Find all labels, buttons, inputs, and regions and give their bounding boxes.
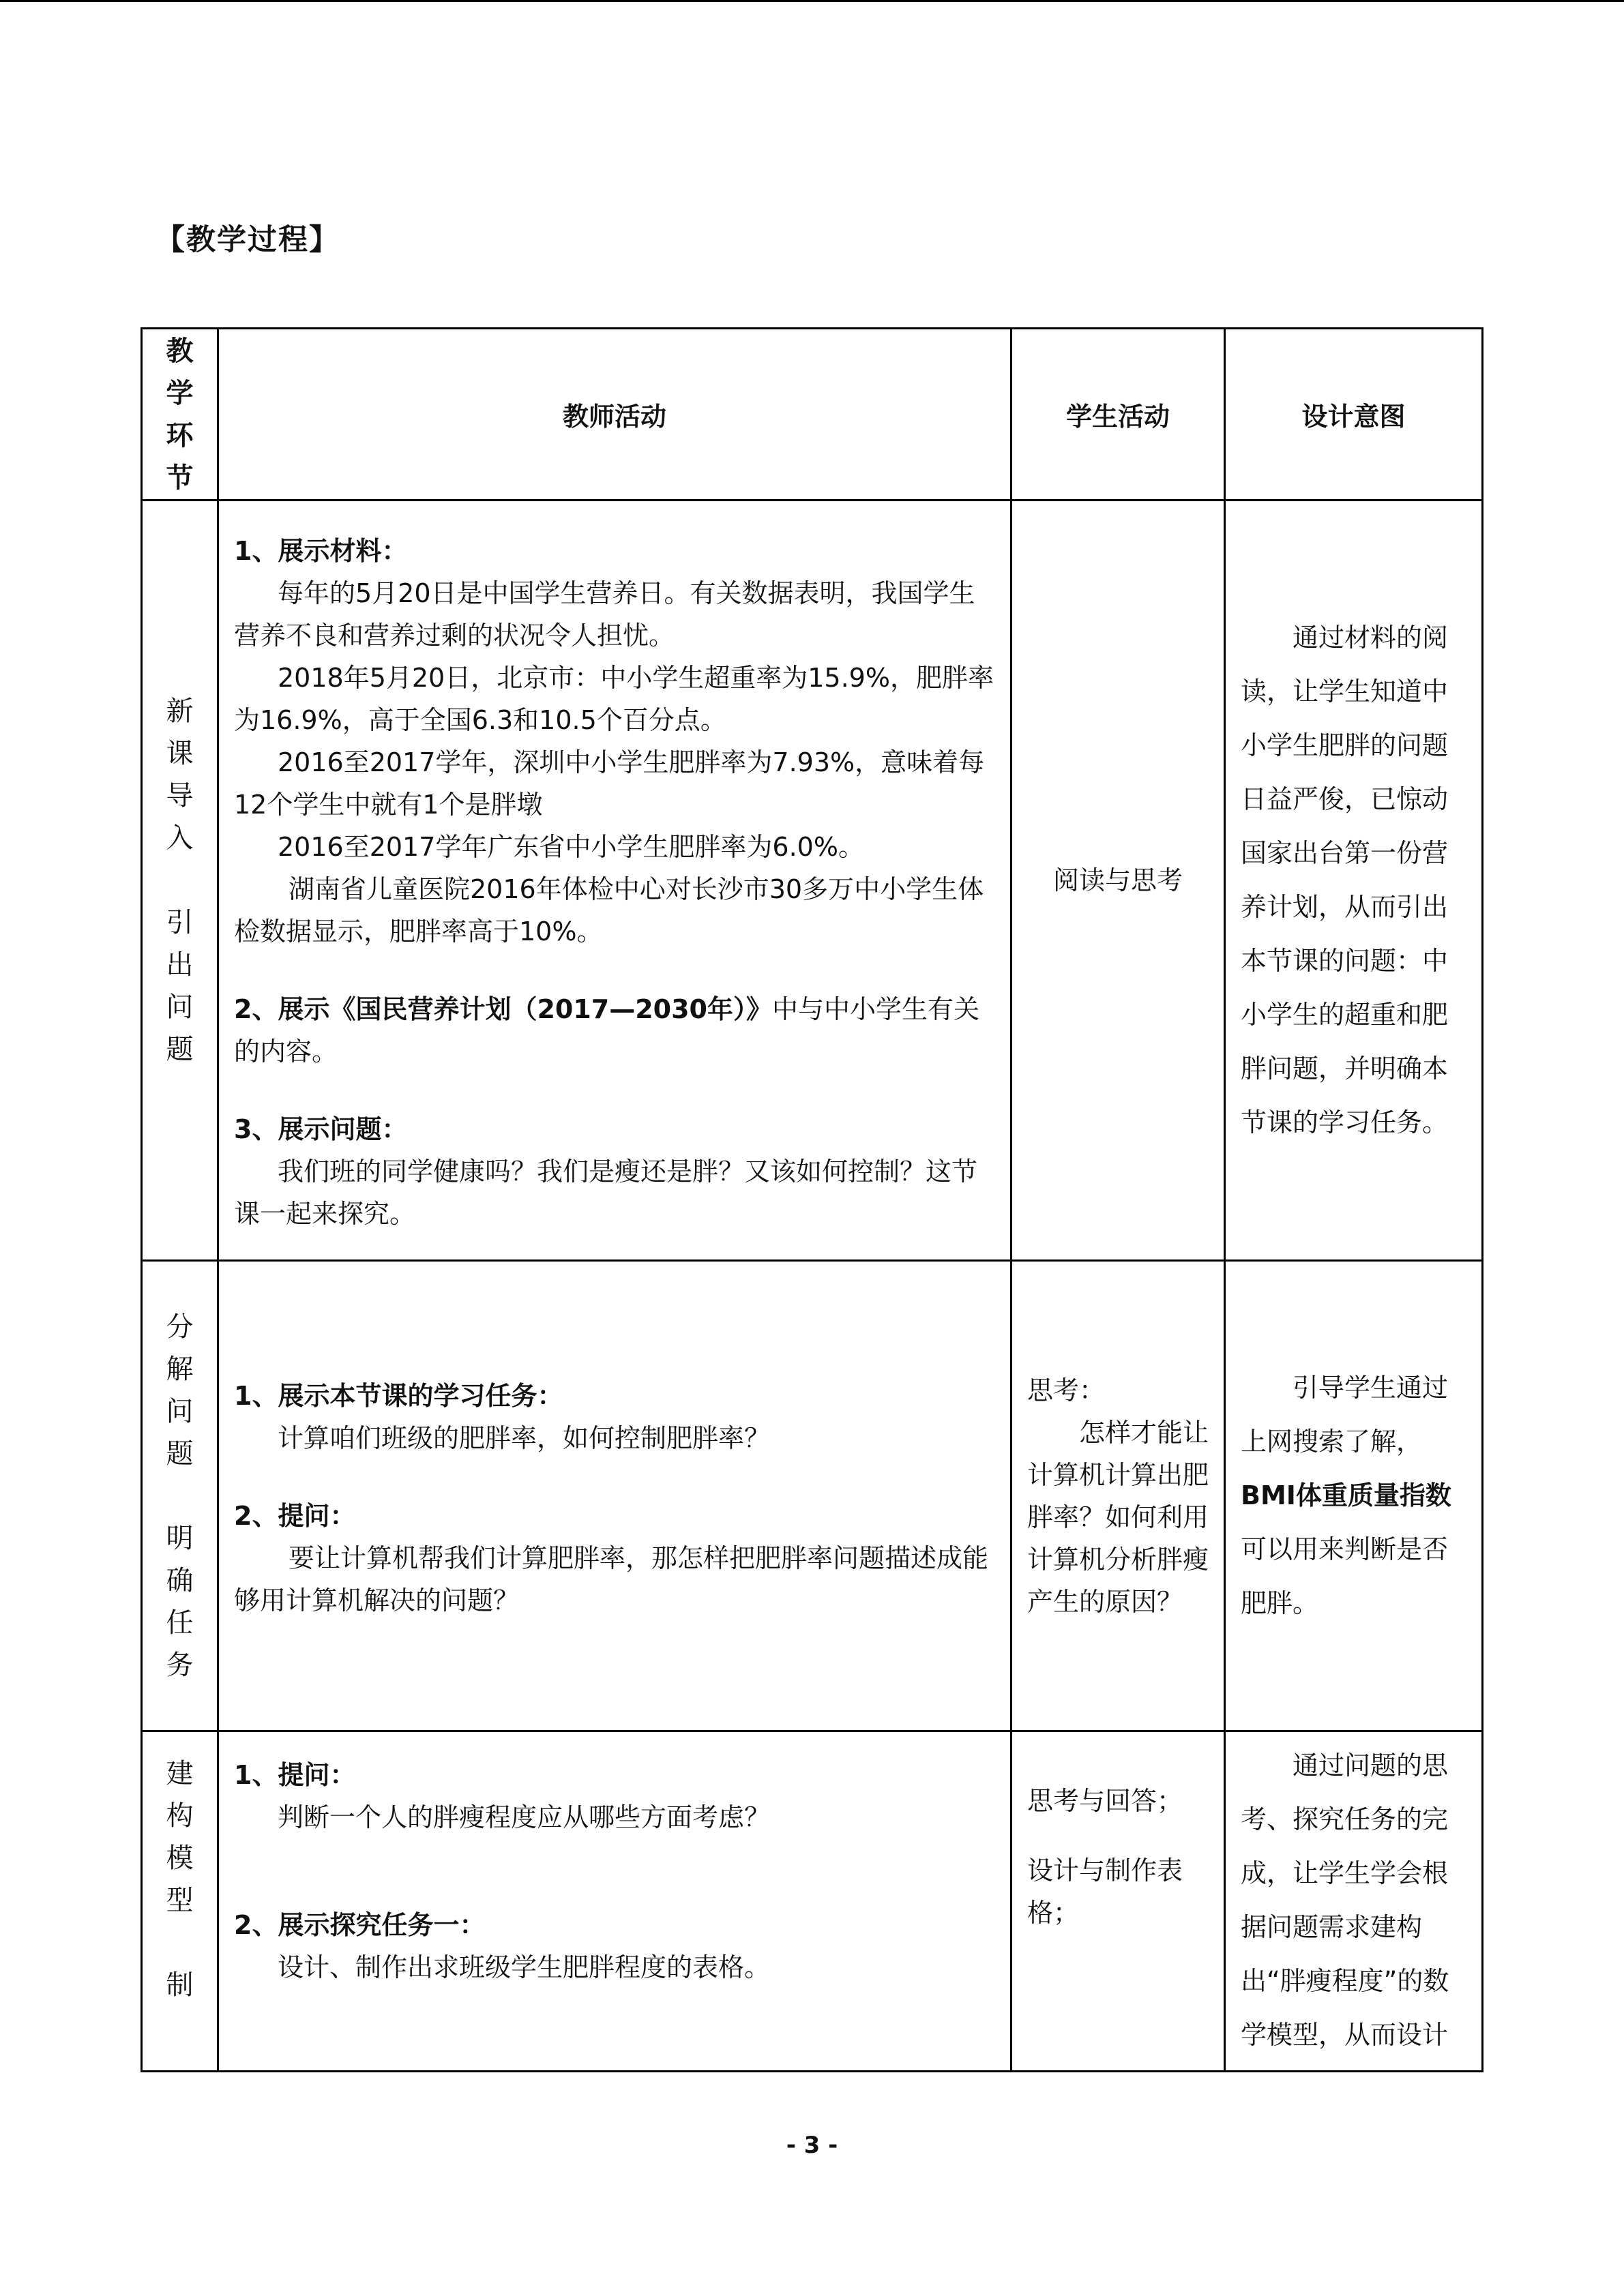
table-row xyxy=(142,1261,1483,1731)
design-intent-cell: 引导学生通过上网搜索了解，BMI体重质量指数可以用来判断是否肥胖。 xyxy=(1225,1261,1483,1731)
teacher-activity-cell: 1、展示材料： 每年的5月20日是中国学生营养日。有关数据表明，我国学生营养不良和营养过剩的状况令人担忧。 2018年5月20日，北京市：中小学生超重率为15.9%，肥胖率为16.9%，高于全国6.3和10.5个百分点。 2016至2017学年，深圳中小学生肥胖率为7.93%，意味着每12个学生中就有1个是胖墩 2016至2017学年广东省中小学生肥胖率为6.0%。 湖南省儿童医院2016年体检中心对长沙市30多万中小学生体检数据显示，肥胖率高于10%。 2、展示《国民营养计划（2017—2030年）》中与中小学生有关的内容。 3、展示问题： 我们班的同学健康吗？我们是瘦还是胖？又该如何控制？这节课一起来探究。 xyxy=(218,501,1012,1261)
header-design: 设计意图 xyxy=(1225,329,1483,501)
teacher-activity-cell: 1、提问： 判断一个人的胖瘦程度应从哪些方面考虑？ 2、展示探究任务一： 设计、制作出求班级学生肥胖程度的表格。 xyxy=(218,1731,1012,2072)
teaching-process-table xyxy=(141,327,1483,2072)
teacher-activity-cell: 1、展示本节课的学习任务： 计算咱们班级的肥胖率，如何控制肥胖率？ 2、提问： 要让计算机帮我们计算肥胖率，那怎样把肥胖率问题描述成能够用计算机解决的问题？ xyxy=(218,1261,1012,1731)
section-title: 【教学过程】 xyxy=(156,223,340,257)
design-intent-cell: 通过材料的阅读，让学生知道中小学生肥胖的问题日益严俊，已惊动国家出台第一份营养计划，从而引出本节课的问题：中小学生的超重和肥胖问题，并明确本节课的学习任务。 xyxy=(1225,501,1483,1261)
student-activity-cell: 阅读与思考 xyxy=(1012,501,1225,1261)
header-teacher: 教师活动 xyxy=(218,329,1012,501)
stage-cell: 新课导入 引出问题 xyxy=(142,501,218,1261)
stage-cell: 建构模型 制 xyxy=(142,1731,218,2072)
table-row xyxy=(142,501,1483,1261)
top-border-line xyxy=(0,0,1624,2)
table-row xyxy=(142,1731,1483,2072)
design-intent-cell: 通过问题的思考、探究任务的完成，让学生学会根据问题需求建构出“胖瘦程度”的数学模型，从而设计 xyxy=(1225,1731,1483,2072)
page-number: - 3 - xyxy=(786,2132,838,2159)
stage-cell: 分解问题 明确任务 xyxy=(142,1261,218,1731)
header-student: 学生活动 xyxy=(1012,329,1225,501)
table-header-row xyxy=(142,329,1483,501)
header-stage: 教学环节 xyxy=(142,329,218,501)
student-activity-cell: 思考与回答； 设计与制作表格； xyxy=(1012,1731,1225,2072)
student-activity-cell: 思考： 怎样才能让计算机计算出肥胖率？如何利用计算机分析胖瘦产生的原因？ xyxy=(1012,1261,1225,1731)
